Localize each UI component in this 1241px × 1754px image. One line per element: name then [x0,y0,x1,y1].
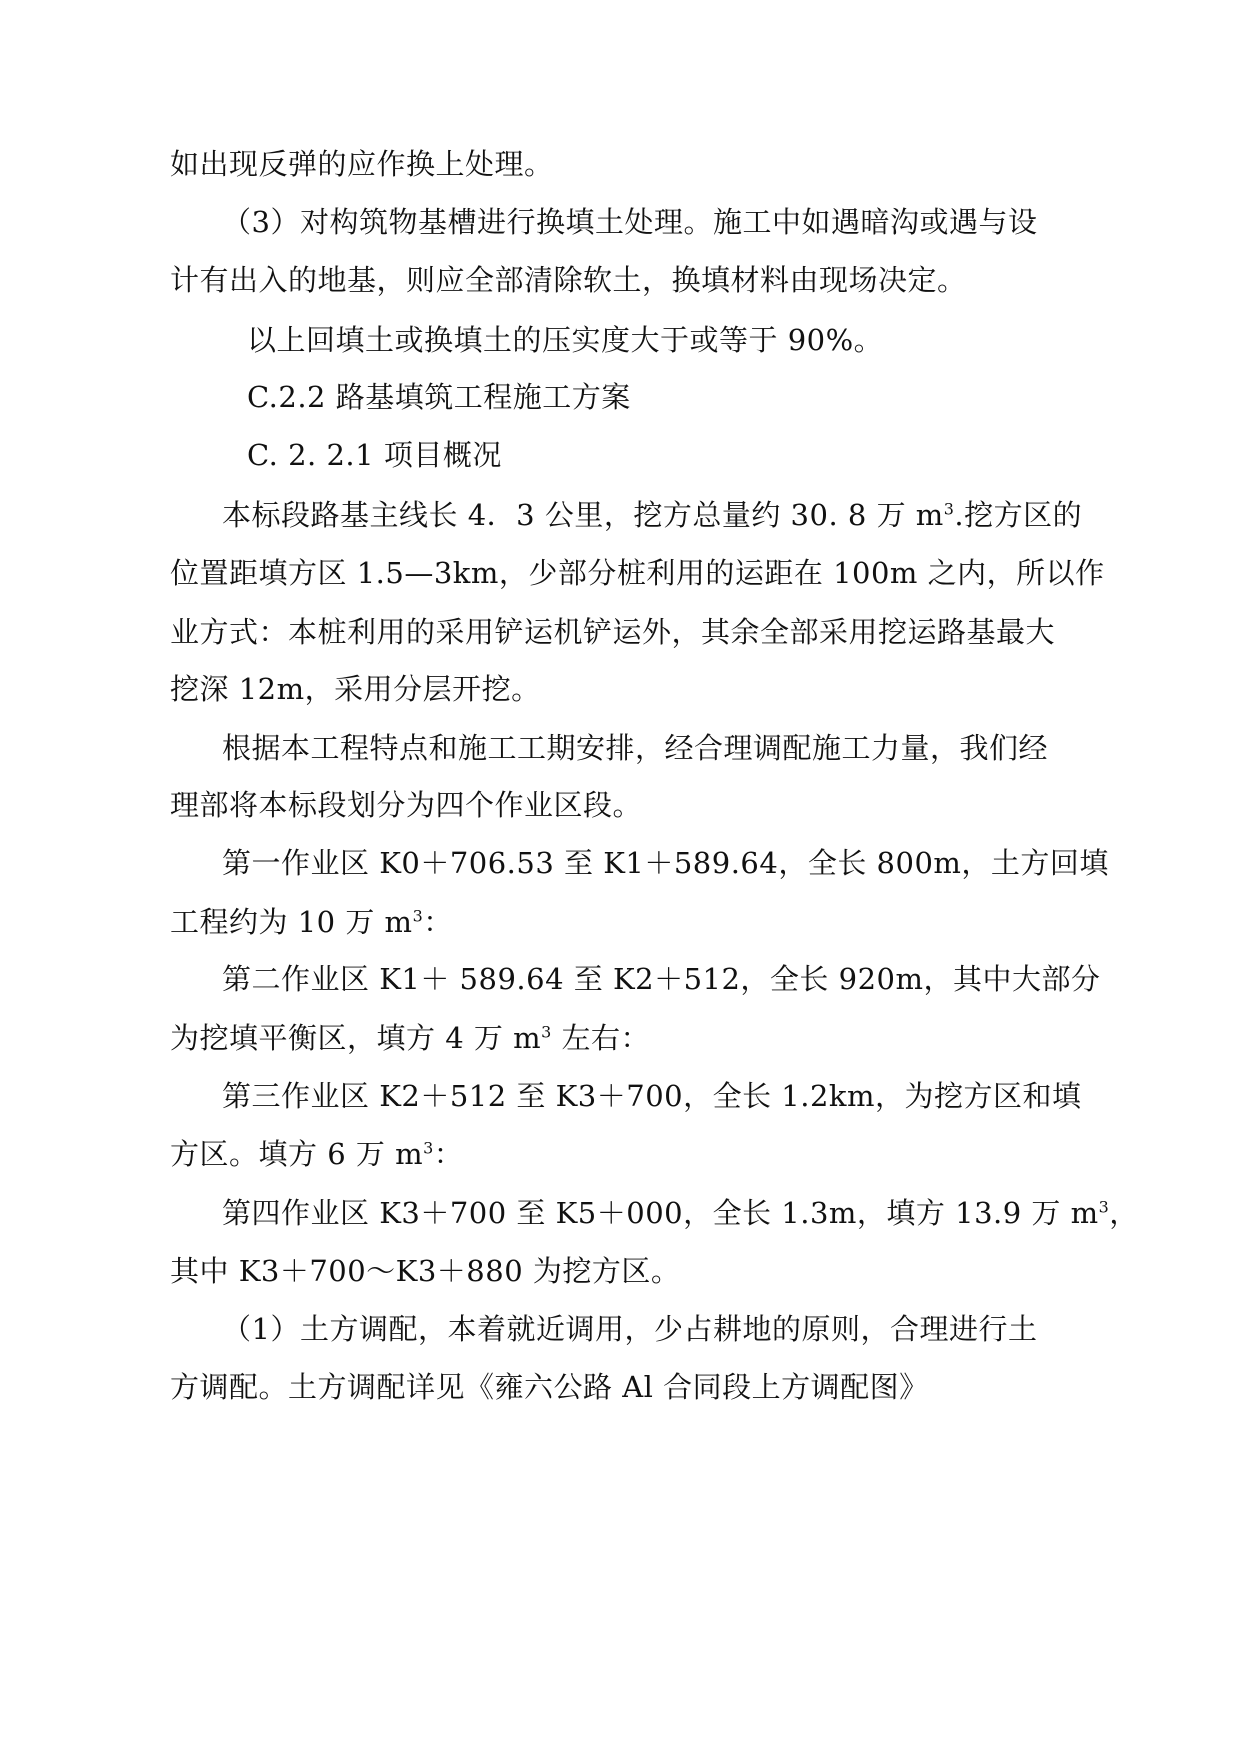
text-line [170,902,453,942]
text-line: 第二作业区 K1＋ 589.64 至 K2＋512，全长 920m，其中大部分 [222,962,1101,996]
text-line: 以上回填土或换填土的压实度大于或等于 90%。 [247,323,884,357]
text-line: 方调配。土方调配详见《雍六公路 Al 合同段上方调配图》 [170,1370,929,1404]
superscript: 3 [541,1022,552,1042]
text-line: （1）土方调配，本着就近调用，少占耕地的原则，合理进行土 [222,1312,1038,1346]
text-line [222,495,1082,535]
text-segment: 本标段路基主线长 4．3 公里，挖方总量约 30. 8 万 m [222,498,944,532]
text-line: 挖深 12m，采用分层开挖。 [170,672,541,706]
text-line: （3）对构筑物基槽进行换填土处理。施工中如遇暗沟或遇与设 [222,205,1038,239]
superscript: 3 [1098,1197,1110,1217]
text-line: 理部将本标段划分为四个作业区段。 [170,788,643,822]
text-segment: 工程约为 10 万 m [170,905,413,939]
text-line [170,1134,463,1174]
text-line [222,1193,1139,1233]
text-segment: 第四作业区 K3＋700 至 K5＋000，全长 1.3m，填方 13.9 万 m [222,1196,1099,1230]
text-line: 业方式：本桩利用的采用铲运机铲运外，其余全部采用挖运路基最大 [170,615,1056,649]
text-segment: ： [433,1137,464,1171]
text-line: 如出现反弹的应作换上处理。 [170,147,554,181]
text-line: 第一作业区 K0＋706.53 至 K1＋589.64，全长 800m，土方回填 [222,846,1109,880]
text-line [170,1018,650,1058]
text-segment: 为挖填平衡区，填方 4 万 m [170,1021,542,1055]
text-segment: .挖方区的 [954,498,1083,532]
section-heading: C.2.2 路基填筑工程施工方案 [247,380,631,414]
text-line: 第三作业区 K2＋512 至 K3＋700，全长 1.2km，为挖方区和填 [222,1079,1082,1113]
text-segment: ： [423,905,453,939]
superscript: 3 [412,906,424,926]
subsection-heading: C. 2. 2.1 项目概况 [247,438,502,472]
text-segment: 左右： [551,1021,650,1055]
text-line: 其中 K3＋700～K3＋880 为挖方区。 [170,1254,681,1288]
text-segment: ， [1109,1196,1139,1230]
text-line: 位置距填方区 1.5—3km，少部分桩利用的运距在 100m 之内，所以作 [170,556,1105,590]
text-line: 根据本工程特点和施工工期安排，经合理调配施工力量，我们经 [222,731,1049,765]
superscript: 3 [423,1138,434,1158]
text-segment: 方区。填方 6 万 m [170,1137,424,1171]
text-line: 计有出入的地基，则应全部清除软土，换填材料由现场决定。 [170,263,967,297]
superscript: 3 [943,499,955,519]
